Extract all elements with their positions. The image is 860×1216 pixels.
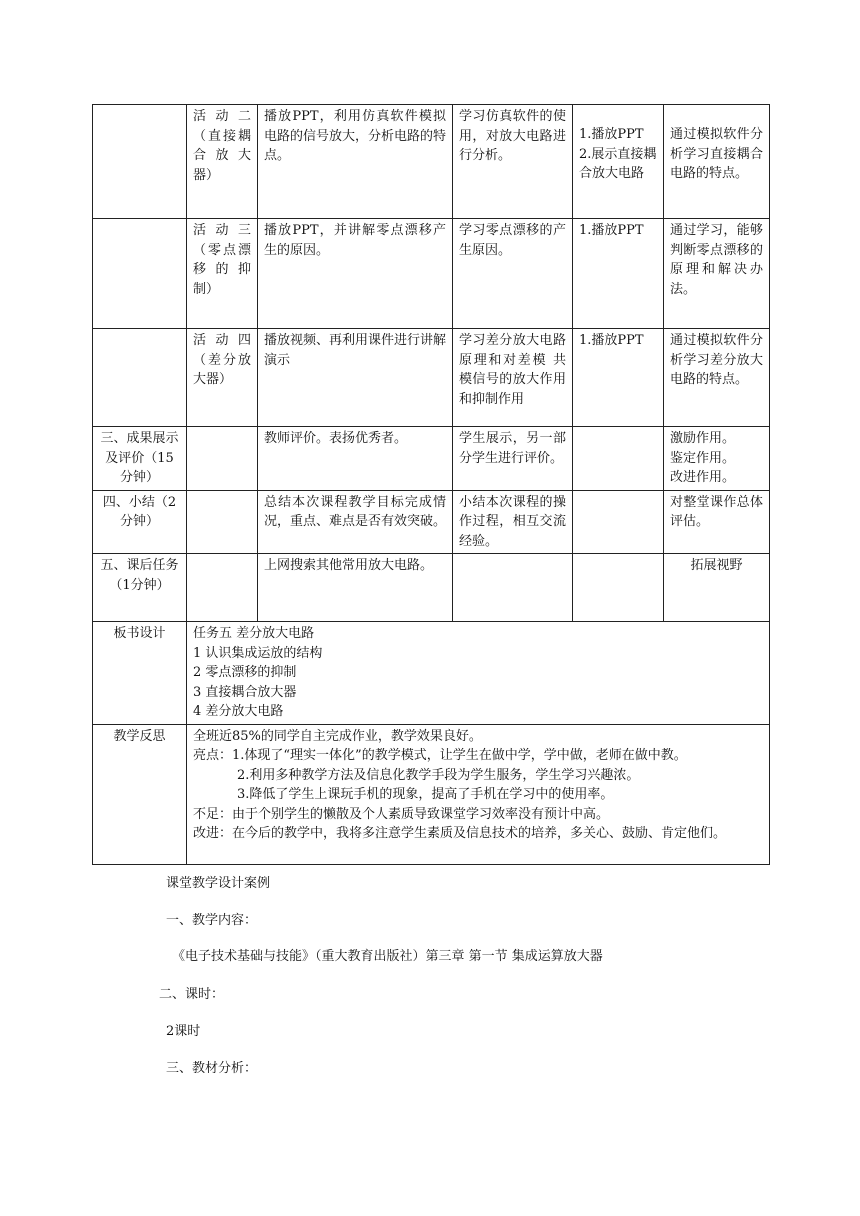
intent-cell — [664, 427, 770, 491]
student-activity-cell: 学习仿真软件的使用，对放大电路进行分析。 — [453, 105, 573, 219]
stage-cell — [93, 105, 187, 219]
student-activity-cell — [453, 554, 573, 622]
reflection-label: 教学反思 — [93, 724, 187, 864]
intent-cell: 对整堂课作总体评估。 — [664, 490, 770, 554]
teacher-line: 播放视频、再利用课件进行讲解 — [264, 333, 447, 348]
section-heading: 二、课时： — [159, 987, 225, 1002]
intent-cell: 通过模拟软件分析学习直接耦合电路的特点。 — [664, 105, 770, 219]
student-activity-cell: 学生展示，另一部分学生进行评价。 — [453, 427, 573, 491]
media-cell — [573, 554, 664, 622]
table-row — [93, 105, 770, 219]
activity-cell — [187, 554, 258, 622]
teacher-activity-cell: 总结本次课程教学目标完成情况，重点、难点是否有效突破。 — [258, 490, 453, 554]
reflection-line: 全班近85%的同学自主完成作业，教学效果良好。 — [193, 728, 482, 744]
student-activity-cell: 学习差分放大电路原理和对差模 共模信号的放大作用和抑制作用 — [453, 329, 573, 427]
media-item: 1.播放PPT — [579, 127, 644, 142]
activity-cell: 活动二（直接耦合放大器） — [187, 105, 258, 219]
board-design-label: 板书设计 — [93, 622, 187, 725]
table-row — [93, 219, 770, 329]
teacher-activity-cell — [258, 329, 453, 427]
board-item: 3 直接耦合放大器 — [193, 684, 297, 700]
stage-cell: 三、成果展示及评价（15分钟） — [93, 427, 187, 491]
reflection-line: 改进：在今后的教学中，我将多注意学生素质及信息技术的培养，多关心、鼓励、肯定他们。 — [193, 826, 727, 841]
table-row — [93, 490, 770, 554]
media-cell — [573, 105, 664, 219]
intent-cell: 拓展视野 — [664, 554, 770, 622]
teacher-activity-cell: 上网搜索其他常用放大电路。 — [258, 554, 453, 622]
reflection-line: 2.利用多种教学方法及信息化教学手段为学生服务，学生学习兴趣浓。 — [237, 767, 640, 783]
student-activity-cell: 学习零点漂移的产生原因。 — [453, 219, 573, 329]
student-activity-cell: 小结本次课程的操作过程，相互交流经验。 — [453, 490, 573, 554]
media-item: 1.播放PPT — [579, 333, 644, 348]
table-row — [93, 554, 770, 622]
teacher-line: 演示 — [264, 352, 291, 368]
teacher-activity-cell: 播放PPT，并讲解零点漂移产生的原因。 — [258, 219, 453, 329]
table-row — [93, 427, 770, 491]
board-item: 2 零点漂移的抑制 — [193, 665, 297, 680]
stage-cell: 四、小结（2分钟） — [93, 490, 187, 554]
section-text: 2课时 — [166, 1024, 201, 1039]
activity-cell — [187, 490, 258, 554]
intent-cell: 通过模拟软件分析学习差分放大电路的特点。 — [664, 329, 770, 427]
board-title: 任务五 差分放大电路 — [193, 626, 315, 641]
media-cell — [573, 219, 664, 329]
teacher-activity-cell: 教师评价。表扬优秀者。 — [258, 427, 453, 491]
stage-cell: 五、课后任务（1分钟） — [93, 554, 187, 622]
table-row — [93, 329, 770, 427]
section-heading: 三、教材分析： — [166, 1061, 258, 1076]
reflection-line: 不足：由于个别学生的懒散及个人素质导致课堂学习效率没有预计中高。 — [193, 806, 610, 822]
intent-line: 改进作用。 — [670, 470, 736, 485]
reflection-line: 亮点：1.体现了“理实一体化”的教学模式，让学生在做中学，学中做，老师在做中教。 — [193, 748, 687, 763]
case-title: 课堂教学设计案例 — [166, 876, 271, 891]
activity-cell: 活动四（差分放大器） — [187, 329, 258, 427]
media-item: 1.播放PPT — [579, 223, 644, 238]
intent-line: 激励作用。 — [670, 431, 736, 446]
reflection-content — [187, 724, 770, 864]
stage-cell — [93, 329, 187, 427]
section-text: 《电子技术基础与技能》（重大教育出版社）第三章 第一节 集成运算放大器 — [172, 949, 603, 964]
media-item: 2.展示直接耦合放大电路 — [579, 146, 657, 181]
media-cell — [573, 329, 664, 427]
teacher-activity-cell: 播放PPT，利用仿真软件模拟电路的信号放大，分析电路的特点。 — [258, 105, 453, 219]
reflection-row — [93, 724, 770, 864]
intent-cell: 通过学习，能够判断零点漂移的原理和解决办法。 — [664, 219, 770, 329]
stage-cell — [93, 219, 187, 329]
board-item: 4 差分放大电路 — [193, 704, 284, 719]
media-cell — [573, 427, 664, 491]
reflection-line: 3.降低了学生上课玩手机的现象，提高了手机在学习中的使用率。 — [237, 787, 614, 802]
activity-cell — [187, 427, 258, 491]
lesson-plan-table — [92, 104, 770, 865]
intent-line: 鉴定作用。 — [670, 450, 736, 466]
section-heading: 一、教学内容： — [166, 913, 258, 928]
board-design-row — [93, 622, 770, 725]
board-design-content — [187, 622, 770, 725]
media-cell — [573, 490, 664, 554]
board-item: 1 认识集成运放的结构 — [193, 645, 323, 661]
activity-cell: 活动三（零点漂移的抑制） — [187, 219, 258, 329]
